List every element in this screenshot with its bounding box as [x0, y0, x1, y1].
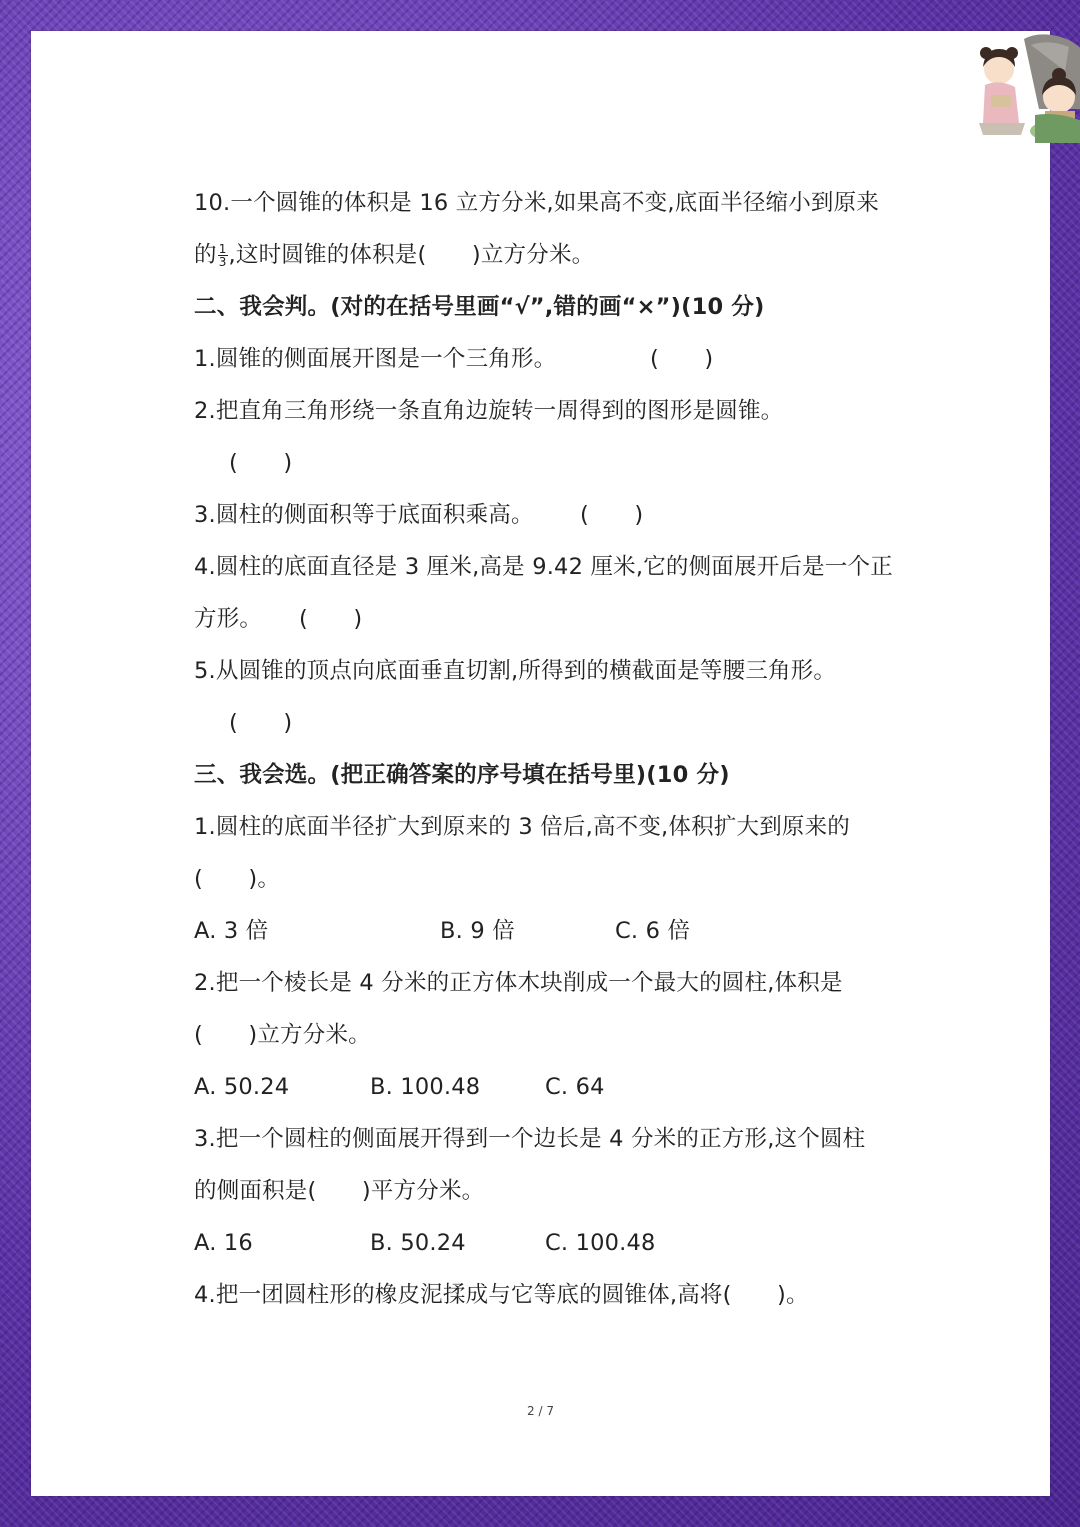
fraction-numerator: 1 [218, 242, 227, 256]
section3-heading: 三、我会选。(把正确答案的序号填在括号里)(10 分) [194, 762, 730, 788]
judge-item-4-text: 4.圆柱的底面直径是 3 厘米,高是 9.42 厘米,它的侧面展开后是一个正 [194, 554, 893, 580]
choice-q1-line1: 1.圆柱的底面半径扩大到原来的 3 倍后,高不变,体积扩大到原来的 [194, 814, 850, 840]
choice-q2-line1: 2.把一个棱长是 4 分米的正方体木块削成一个最大的圆柱,体积是 [194, 970, 843, 996]
reading-children-illustration [969, 31, 1080, 153]
judge-item-4-answer-paren[interactable]: ( ) [299, 606, 363, 632]
q10-line2-post: ,这时圆锥的体积是( )立方分米。 [228, 242, 595, 268]
judge-item-5-text: 5.从圆锥的顶点向底面垂直切割,所得到的横截面是等腰三角形。 [194, 658, 837, 684]
choice-q2-options [194, 1067, 934, 1107]
judge-item-3 [194, 495, 644, 535]
choice-q4-line1: 4.把一团圆柱形的橡皮泥揉成与它等底的圆锥体,高将( )。 [194, 1282, 809, 1308]
choice-q1-option-b: B. 9 倍 [440, 918, 515, 944]
q10-line1: 10.一个圆锥的体积是 16 立方分米,如果高不变,底面半径缩小到原来 [194, 190, 880, 216]
choice-q2-option-b: B. 100.48 [370, 1074, 481, 1100]
fraction-denominator: 3 [218, 255, 227, 269]
choice-q3-option-b: B. 50.24 [370, 1230, 466, 1256]
choice-q2-line2: ( )立方分米。 [194, 1022, 371, 1048]
choice-q3-line1: 3.把一个圆柱的侧面展开得到一个边长是 4 分米的正方形,这个圆柱 [194, 1126, 866, 1152]
choice-q2-option-a: A. 50.24 [194, 1074, 290, 1100]
judge-item-2-text: 2.把直角三角形绕一条直角边旋转一周得到的图形是圆锥。 [194, 398, 784, 424]
choice-q3-option-a: A. 16 [194, 1230, 253, 1256]
judge-item-1-text: 1.圆锥的侧面展开图是一个三角形。 [194, 346, 557, 372]
choice-q1-options [194, 911, 934, 951]
fraction-one-third [218, 243, 228, 268]
choice-q1-option-a: A. 3 倍 [194, 918, 269, 944]
judge-item-5-answer-paren[interactable]: ( ) [229, 710, 293, 736]
judge-item-4-line2 [194, 599, 363, 639]
choice-q1-answer-paren[interactable]: ( )。 [194, 866, 281, 892]
q10-line2-pre: 的 [194, 242, 217, 268]
choice-q3-options [194, 1223, 934, 1263]
choice-q3-option-c: C. 100.48 [545, 1230, 656, 1256]
section2-heading: 二、我会判。(对的在括号里画“√”,错的画“×”)(10 分) [194, 294, 765, 320]
worksheet-page [31, 31, 1050, 1496]
choice-q3-line2: 的侧面积是( )平方分米。 [194, 1178, 485, 1204]
judge-item-3-text: 3.圆柱的侧面积等于底面积乘高。 [194, 502, 534, 528]
judge-item-1-answer-paren[interactable]: ( ) [650, 346, 714, 372]
judge-item-4-text2: 方形。 [194, 606, 263, 632]
choice-q2-option-c: C. 64 [545, 1074, 605, 1100]
q10-line2 [194, 235, 594, 275]
judge-item-1 [194, 339, 714, 379]
judge-item-2-answer-paren[interactable]: ( ) [229, 450, 293, 476]
judge-item-3-answer-paren[interactable]: ( ) [580, 502, 644, 528]
page-number: 2 / 7 [527, 1404, 554, 1418]
choice-q1-option-c: C. 6 倍 [615, 918, 691, 944]
